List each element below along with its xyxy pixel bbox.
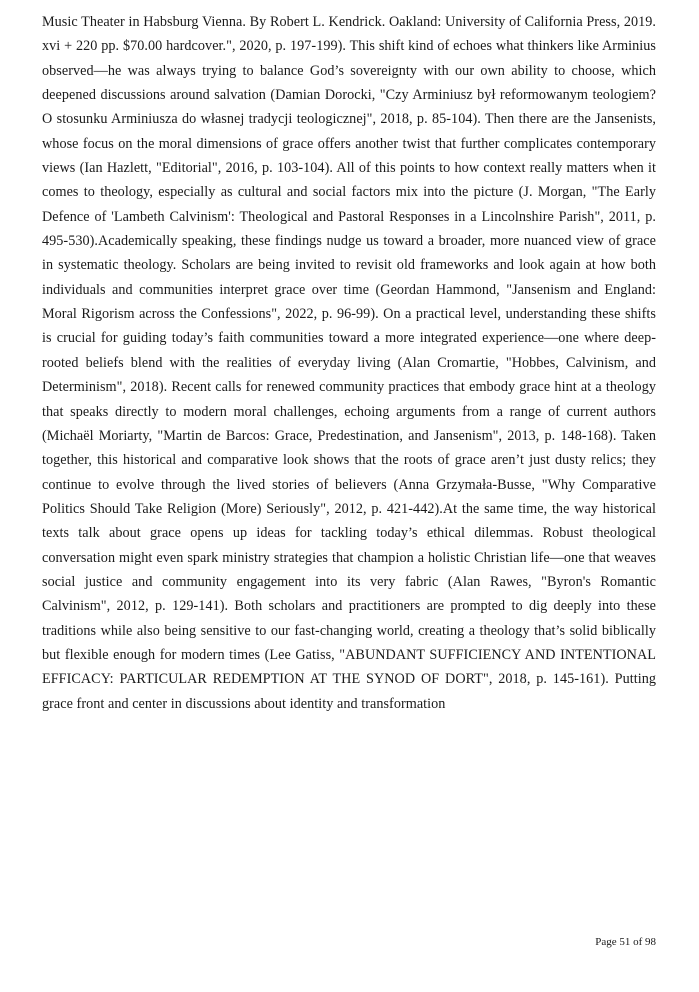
page-number: Page 51 of 98: [595, 936, 656, 948]
body-paragraph: Music Theater in Habsburg Vienna. By Robert L. Kendrick. Oakland: University of California Press, 2019. xvi + 220 pp. $70.00 hardcover.", 2020, p. 197-199). This shift kind of echoes what thinkers like Arminius observed—he was always trying to balance God’s sovereignty with our own ability to choose, which deepened discussions around salvation (Damian Dorocki, "Czy Arminiusz był reformowanym teologiem? O stosunku Arminiusza do własnej tradycji teologicznej", 2018, p. 85-104). Then there are the Jansenists, whose focus on the moral dimensions of grace offers another twist that further complicates contemporary views (Ian Hazlett, "Editorial", 2016, p. 103-104). All of this points to how context really matters when it comes to theology, especially as cultural and social factors mix into the picture (J. Morgan, "The Early Defence of 'Lambeth Calvinism': Theological and Pastoral Responses in a Lincolnshire Parish", 2011, p. 495-530).Academically speaking, these findings nudge us toward a broader, more nuanced view of grace in systematic theology. Scholars are being invited to revisit old frameworks and look again at how both individuals and communities interpret grace over time (Geordan Hammond, "Jansenism and England: Moral Rigorism across the Confessions", 2022, p. 96-99). On a practical level, understanding these shifts is crucial for guiding today’s faith communities toward a more integrated experience—one where deep-rooted beliefs blend with the realities of everyday living (Alan Cromartie, "Hobbes, Calvinism, and Determinism", 2018). Recent calls for renewed community practices that embody grace hint at a theology that speaks directly to modern moral challenges, echoing arguments from a range of current authors (Michaël Moriarty, "Martin de Barcos: Grace, Predestination, and Jansenism", 2013, p. 148-168). Taken together, this historical and comparative look shows that the roots of grace aren’t just dusty relics; they continue to evolve through the lived stories of believers (Anna Grzymała-Busse, "Why Comparative Politics Should Take Religion (More) Seriously", 2012, p. 421-442).At the same time, the way historical texts talk about grace opens up ideas for tackling today’s ethical dilemmas. Robust theological conversation might even spark ministry strategies that champion a holistic Christian life—one that weaves social justice and community engagement into its very fabric (Alan Rawes, "Byron's Romantic Calvinism", 2012, p. 129-141). Both scholars and practitioners are prompted to dig deeply into these traditions while also being sensitive to our fast-changing world, creating a theology that’s solid biblically but flexible enough for modern times (Lee Gatiss, "ABUNDANT SUFFICIENCY AND INTENTIONAL EFFICACY: PARTICULAR REDEMPTION AT THE SYNOD OF DORT", 2018, p. 145-161). Putting grace front and center in discussions about identity and transformation: [42, 14, 656, 712]
